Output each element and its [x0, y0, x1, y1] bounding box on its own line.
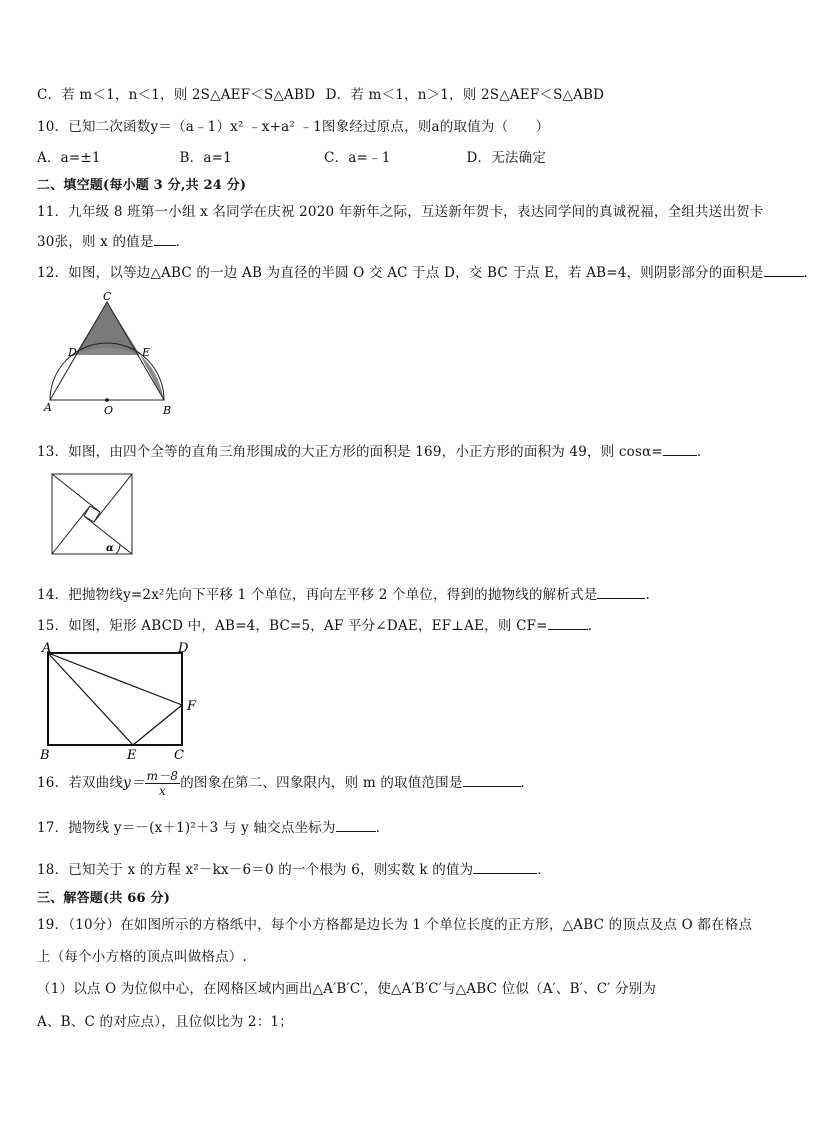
q15-figure — [36, 638, 208, 764]
q9-option-d: D．若 m＜1，n＞1，则 2S△AEF＜S△ABD — [325, 87, 605, 103]
q12-label-d: D — [68, 346, 77, 359]
q13-line-1 — [52, 474, 100, 512]
q19-line3: （1）以点 O 为位似中心，在网格区域内画出△A′B′C′，使△A′B′C′与△ABC 位似（A′、B′、C′ 分别为 — [37, 981, 657, 997]
q14-answer-blank — [597, 586, 645, 599]
q16-prefix: 16．若双曲线 — [37, 775, 124, 791]
q13-inner-square — [84, 506, 100, 522]
q12-label-b: B — [163, 404, 172, 417]
q18-answer-blank — [473, 861, 537, 874]
q12-stem: 12．如图，以等边△ABC 的一边 AB 为直径的半圆 O 交 AC 于点 D，交 BC 于点 E，若 AB=4，则阴影部分的面积是 — [37, 265, 764, 281]
q13-line-4 — [52, 506, 90, 554]
q12-center-point — [105, 398, 109, 402]
q13-answer-blank — [663, 443, 697, 456]
q15-stem-row: 15．如图，矩形 ABCD 中，AB=4，BC=5，AF 平分∠DAE，EF⊥AE，则 CF= ． — [37, 618, 602, 634]
q9-option-c: C．若 m＜1，n＜1，则 2S△AEF＜S△ABD — [37, 87, 316, 103]
q10-option-b: B．a=1 — [179, 150, 232, 166]
q11-line2: 30张，则 x 的值是 ． — [37, 234, 190, 250]
q10-options — [37, 146, 546, 166]
q15-label-a: A — [42, 641, 52, 656]
q10-stem: 10．已知二次函数y＝（a﹣1）x² ﹣x+a² ﹣1图象经过原点，则a的取值为（ ） — [37, 119, 550, 135]
q15-label-b: B — [40, 748, 50, 763]
q17-stem: 17．抛物线 y＝－(x＋1)²＋3 与 y 轴交点坐标为 — [37, 820, 336, 836]
q13-figure — [50, 472, 136, 556]
q15-rectangle — [48, 653, 182, 745]
q14-stem: 14．把抛物线y=2x²先向下平移 1 个单位，再向左平移 2 个单位，得到的抛物线的解析式是 — [37, 587, 598, 603]
q14-stem-row: 14．把抛物线y=2x²先向下平移 1 个单位，再向左平移 2 个单位，得到的抛物线的解析式是 . — [37, 587, 650, 603]
q16-numerator: m－8 — [146, 769, 179, 783]
q15-line-ae — [48, 653, 133, 745]
q19-line4: A、B、C 的对应点），且位似比为 2：1； — [37, 1014, 293, 1030]
q16-answer-blank — [463, 774, 521, 787]
q11-line1: 11．九年级 8 班第一小组 x 名同学在庆祝 2020 年新年之际，互送新年贺卡，表达同学间的真诚祝福，全组共送出贺卡 — [37, 204, 764, 220]
q9-options-row — [37, 83, 604, 103]
q13-stem-row: 13．如图，由四个全等的直角三角形围成的大正方形的面积是 169，小正方形的面积为 49，则 cosα= ． — [37, 444, 711, 460]
q16-denominator: x — [158, 784, 166, 798]
q12-label-e: E — [142, 346, 151, 359]
q12-answer-blank — [764, 264, 804, 277]
q15-stem: 15．如图，矩形 ABCD 中，AB=4，BC=5，AF 平分∠DAE，EF⊥AE，则 CF= — [37, 618, 548, 634]
q13-outer-square — [52, 474, 132, 554]
q17-stem-row: 17．抛物线 y＝－(x＋1)²＋3 与 y 轴交点坐标为 . — [37, 820, 381, 836]
q11-answer-blank — [154, 233, 176, 246]
q15-label-c: C — [174, 748, 184, 763]
q10-option-a: A．a=±1 — [37, 150, 101, 166]
q16-suffix: 的图象在第二、四象限内，则 m 的取值范围是 — [180, 775, 463, 791]
q13-label-alpha: α — [106, 543, 114, 554]
q12-label-o: O — [104, 404, 114, 417]
q10-option-c: C．a=﹣1 — [324, 150, 391, 166]
q12-label-a: A — [44, 401, 52, 414]
q13-stem: 13．如图，由四个全等的直角三角形围成的大正方形的面积是 169，小正方形的面积为 49，则 cosα= — [37, 444, 663, 460]
section-3-title: 三、解答题(共 66 分) — [37, 891, 171, 906]
q16-stem-row: 16．若双曲线y＝ $\frac{m-8}{x}$ 的图象在第二、四象限内，则 m 的取值范围是 ． — [37, 769, 535, 798]
q10-option-d: D．无法确定 — [466, 150, 547, 166]
q18-stem: 18．已知关于 x 的方程 x²－kx－6＝0 的一个根为 6，则实数 k 的值为 — [37, 862, 474, 878]
q17-answer-blank — [336, 819, 376, 832]
q13-line-2 — [94, 474, 132, 522]
q15-line-ef — [133, 705, 182, 745]
section-2-title: 二、填空题(每小题 3 分,共 24 分) — [37, 178, 247, 193]
q13-angle-arc — [116, 544, 120, 554]
q12-figure — [40, 290, 180, 420]
q15-label-d: D — [178, 641, 189, 656]
q11-line2-text: 30张，则 x 的值是 — [37, 234, 154, 250]
q15-line-af — [48, 653, 182, 705]
q12-label-c: C — [103, 290, 112, 303]
q18-stem-row: 18．已知关于 x 的方程 x²－kx－6＝0 的一个根为 6，则实数 k 的值为 ． — [37, 862, 551, 878]
q19-line2: 上（每个小方格的顶点叫做格点）. — [37, 949, 247, 965]
q15-answer-blank — [548, 617, 588, 630]
q15-label-e: E — [127, 748, 137, 763]
q16-fraction — [145, 769, 181, 798]
q12-stem-row: 12．如图，以等边△ABC 的一边 AB 为直径的半圆 O 交 AC 于点 D，交 BC 于点 E，若 AB=4，则阴影部分的面积是 ． — [37, 265, 817, 281]
q16-y-eq: y＝ — [123, 775, 145, 791]
q19-line1: 19．（10分）在如图所示的方格纸中，每个小方格都是边长为 1 个单位长度的正方形，△ABC 的顶点及点 O 都在格点 — [37, 917, 753, 933]
q15-label-f: F — [187, 699, 197, 714]
